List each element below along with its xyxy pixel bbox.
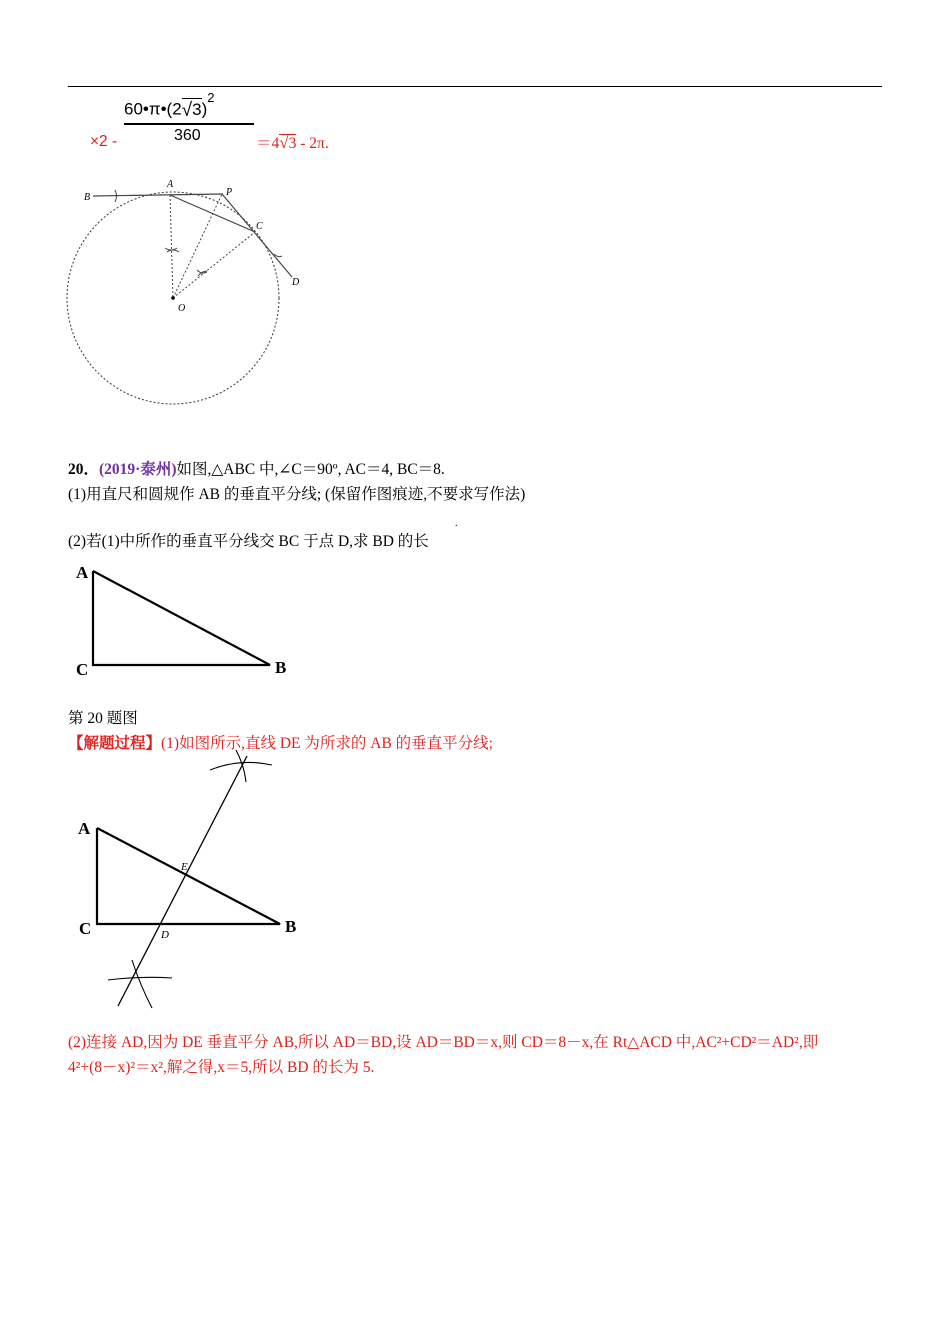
problem-number: 20． [68,461,100,478]
label-O: O [178,303,186,314]
numerator-radical: √3 [181,99,202,121]
solution-triangle [97,828,280,924]
tri-label-B: B [275,658,287,677]
stray-dot: . [455,518,458,529]
sol-label-A: A [78,819,91,838]
solution-figure [70,748,330,1018]
line-OP [173,194,222,298]
arc-bottom-1 [108,977,172,980]
tri-label-A: A [76,563,89,582]
result-radicand: 3 [288,135,297,152]
label-C: C [256,221,263,232]
numerator-text: 60•π•(2 [124,99,182,119]
formula-left: ×2 - [90,133,118,150]
tri-label-C: C [76,660,89,679]
solution-tag: 【解题过程】 [68,735,162,752]
label-A: A [167,179,174,190]
line-OC [173,232,255,298]
problem-20-part1: (1)用直尺和圆规作 AB 的垂直平分线; (保留作图痕迹,不要求写作法) [68,486,526,503]
label-B: B [84,192,91,203]
point-O [171,296,175,300]
sol-label-C: C [79,919,92,938]
numerator-exponent: 2 [207,90,215,105]
numerator-close: ) [201,99,208,119]
circle-figure [60,170,320,415]
triangle-figure [70,560,300,680]
solution-part1-text: (1)如图所示,直线 DE 为所求的 AB 的垂直平分线; [161,735,493,752]
label-P: P [226,187,233,198]
sol-label-D: D [161,929,169,941]
tangent-line [93,194,223,196]
arc-bottom-2 [132,960,152,1008]
fraction-bar [124,123,254,125]
line-AO [170,195,173,298]
solution-part2-line2: 4²+(8－x)²＝x²,解之得,x＝5,所以 BD 的长为 5. [68,1059,375,1076]
solution-part2-line1: (2)连接 AD,因为 DE 垂直平分 AB,所以 AD＝BD,设 AD＝BD＝x,则 CD＝8－x,在 Rt△ACD 中,AC²+CD²＝AD²,即 [68,1034,819,1051]
sol-label-B: B [285,917,297,936]
numerator-radicand: 3 [192,99,202,119]
result-radical: √3 [279,133,297,152]
problem-source: (2019·泰州) [99,461,177,478]
label-D: D [292,277,300,288]
formula-numerator [124,90,215,121]
sol-label-E: E [181,861,188,873]
bisector-line [118,756,247,1006]
problem-20-statement [68,457,445,479]
formula-denominator: 360 [174,127,201,144]
result-suffix: - 2π. [300,135,329,152]
result-prefix: ＝4 [256,135,280,152]
formula-result [256,131,329,153]
problem-20-part2: (2)若(1)中所作的垂直平分线交 BC 于点 D,求 BD 的长 [68,533,429,550]
header-rule [68,86,882,87]
arc-top-2 [236,750,246,782]
problem-text: 如图,△ABC 中,∠C＝90º, AC＝4, BC＝8. [176,461,445,478]
triangle-ABC [93,571,270,665]
line-PD [222,194,292,277]
figure-caption: 第 20 题图 [68,710,138,727]
